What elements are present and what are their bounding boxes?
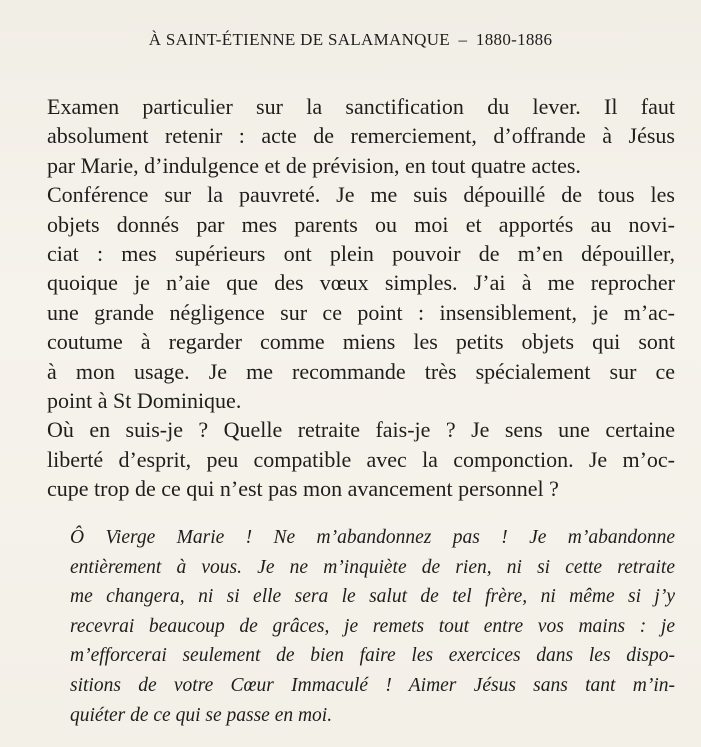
header-title: À SAINT-ÉTIENNE DE SALAMANQUE xyxy=(148,30,450,49)
text-line: objets donnés par mes parents ou moi et apportés au novi- xyxy=(47,211,675,237)
prayer-line: entièrement à vous. Je ne m’inquiète de rien, ni si cette retraite xyxy=(70,556,675,578)
paragraph-examen xyxy=(47,92,675,180)
text-line: à mon usage. Je me recommande très spécialement sur ce xyxy=(47,358,675,384)
header-years: 1880-1886 xyxy=(475,30,553,49)
prayer-line: recevrai beaucoup de grâces, je remets tout entre vos mains : je xyxy=(70,615,675,637)
text-line: Conférence sur la pauvreté. Je me suis dépouillé de tous les xyxy=(47,182,675,208)
text-line: Où en suis-je ? Quelle retraite fais-je ? Je sens une certaine xyxy=(47,417,675,443)
prayer-line: m’efforcerai seulement de bien faire les exercices dans les dispo- xyxy=(70,645,675,667)
prayer-line: Ô Vierge Marie ! Ne m’abandonnez pas ! Je m’abandonne xyxy=(70,527,675,548)
text-line: quoique je n’aie que des vœux simples. J’ai à me reprocher xyxy=(47,270,675,296)
paragraph-conference xyxy=(47,180,675,415)
text-line: point à St Dominique. xyxy=(47,388,242,414)
text-line: coutume à regarder comme miens les petits objets qui sont xyxy=(47,329,675,355)
prayer-passage xyxy=(70,523,675,730)
prayer-line: me changera, ni si elle sera le salut de tel frère, ni même si j’y xyxy=(70,586,675,608)
prayer-line: sitions de votre Cœur Immaculé ! Aimer Jésus sans tant m’in- xyxy=(70,674,675,696)
text-line: une grande négligence sur ce point : insensiblement, je m’ac- xyxy=(47,299,675,325)
text-line: absolument retenir : acte de remerciement, d’offrande à Jésus xyxy=(47,123,675,149)
text-line: liberté d’esprit, peu compatible avec la componction. Je m’oc- xyxy=(47,446,675,472)
paragraph-retraite xyxy=(47,415,675,503)
text-line: par Marie, d’indulgence et de prévision, en tout quatre actes. xyxy=(47,152,581,178)
text-line: ciat : mes supérieurs ont plein pouvoir de m’en dépouiller, xyxy=(47,241,675,267)
prayer-line: quiéter de ce qui se passe en moi. xyxy=(70,704,333,726)
header-separator: – xyxy=(458,30,468,49)
text-line: cupe trop de ce qui n’est pas mon avancement personnel ? xyxy=(47,476,559,502)
text-line: Examen particulier sur la sanctification du lever. Il faut xyxy=(47,94,675,119)
main-text xyxy=(47,92,675,504)
running-header xyxy=(0,30,701,50)
